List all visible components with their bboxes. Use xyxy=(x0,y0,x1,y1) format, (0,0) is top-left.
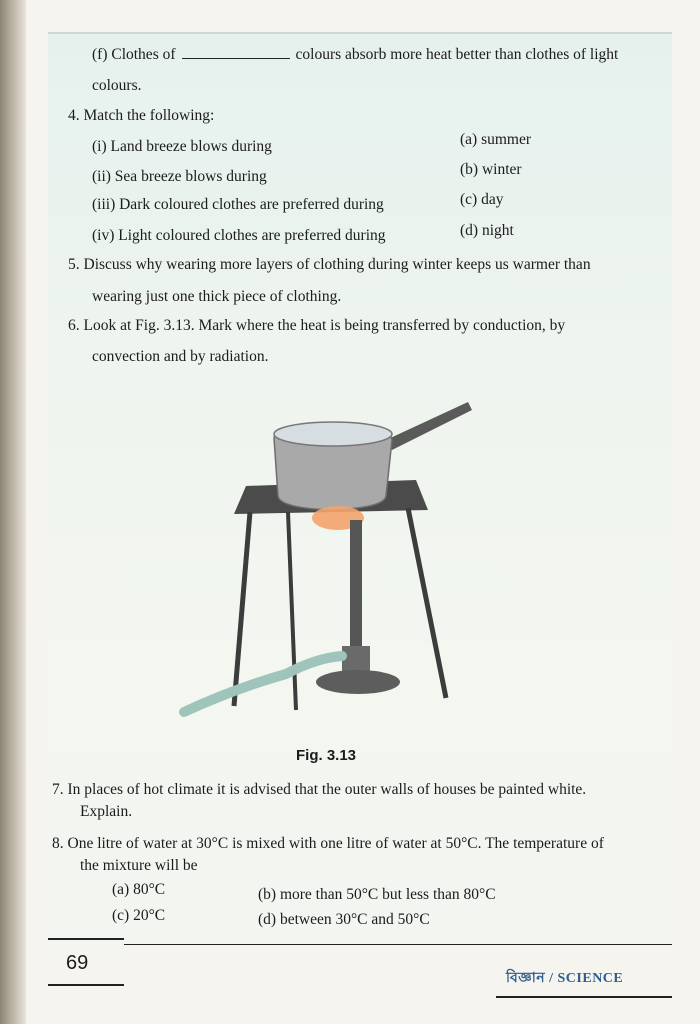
textbook-page xyxy=(26,0,700,1024)
footer-rule-left xyxy=(48,938,124,940)
book-title-bn: বিজ্ঞান xyxy=(506,971,546,986)
book-spine-edge xyxy=(0,0,26,1024)
q8-line1: 8. One litre of water at 30°C is mixed with one litre of water at 50°C. The temperature of xyxy=(52,835,604,852)
q4-right-item: (b) winter xyxy=(460,161,522,178)
water-surface xyxy=(274,422,392,446)
book-title xyxy=(506,966,623,990)
q3f-suffix: colours absorb more heat better than clothes of light xyxy=(295,46,619,63)
tripod-leg xyxy=(288,512,296,710)
q5-line1: 5. Discuss why wearing more layers of clothing during winter keeps us warmer than xyxy=(68,256,591,273)
q4-heading: 4. Match the following: xyxy=(68,107,215,124)
footer-rule-bottom-left xyxy=(48,984,124,986)
q3f-line xyxy=(92,44,618,65)
q6-line2: convection and by radiation. xyxy=(92,348,269,365)
q3f-continuation: colours. xyxy=(92,77,142,94)
q4-right-item: (a) summer xyxy=(460,131,532,148)
q8-line2: the mixture will be xyxy=(80,857,198,874)
q8-option: (a) 80°C xyxy=(112,881,166,898)
burner-tube xyxy=(350,520,362,660)
q7-line1: 7. In places of hot climate it is advised that the outer walls of houses be painted white. xyxy=(52,781,587,798)
burner-pan-illustration xyxy=(146,388,486,728)
q4-right-item: (c) day xyxy=(460,191,504,208)
figure-caption: Fig. 3.13 xyxy=(296,747,357,764)
book-title-en: SCIENCE xyxy=(557,971,624,986)
q4-left-item: (ii) Sea breeze blows during xyxy=(92,168,267,185)
burner-base xyxy=(316,670,400,694)
fill-in-blank[interactable] xyxy=(182,44,290,59)
footer-rule-main xyxy=(124,944,672,945)
pan-handle xyxy=(386,402,472,450)
q6-line1: 6. Look at Fig. 3.13. Mark where the heat is being transferred by conduction, by xyxy=(68,317,566,334)
page-number: 69 xyxy=(66,952,89,974)
book-title-sep: / xyxy=(545,971,558,986)
tripod-leg xyxy=(234,512,250,706)
footer-rule-bottom-right xyxy=(496,996,672,998)
q5-line2: wearing just one thick piece of clothing. xyxy=(92,288,342,305)
q4-left-item: (i) Land breeze blows during xyxy=(92,138,272,155)
tripod-leg xyxy=(408,508,446,698)
q8-option: (c) 20°C xyxy=(112,907,166,924)
burner-valve xyxy=(342,646,370,672)
q4-right-item: (d) night xyxy=(460,222,514,239)
q4-left-item: (iii) Dark coloured clothes are preferred during xyxy=(92,196,384,213)
q8-option: (d) between 30°C and 50°C xyxy=(258,911,430,928)
q7-line2: Explain. xyxy=(80,803,133,820)
q3f-prefix: (f) Clothes of xyxy=(92,46,176,63)
q4-left-item: (iv) Light coloured clothes are preferred during xyxy=(92,227,386,244)
q8-option: (b) more than 50°C but less than 80°C xyxy=(258,886,496,903)
